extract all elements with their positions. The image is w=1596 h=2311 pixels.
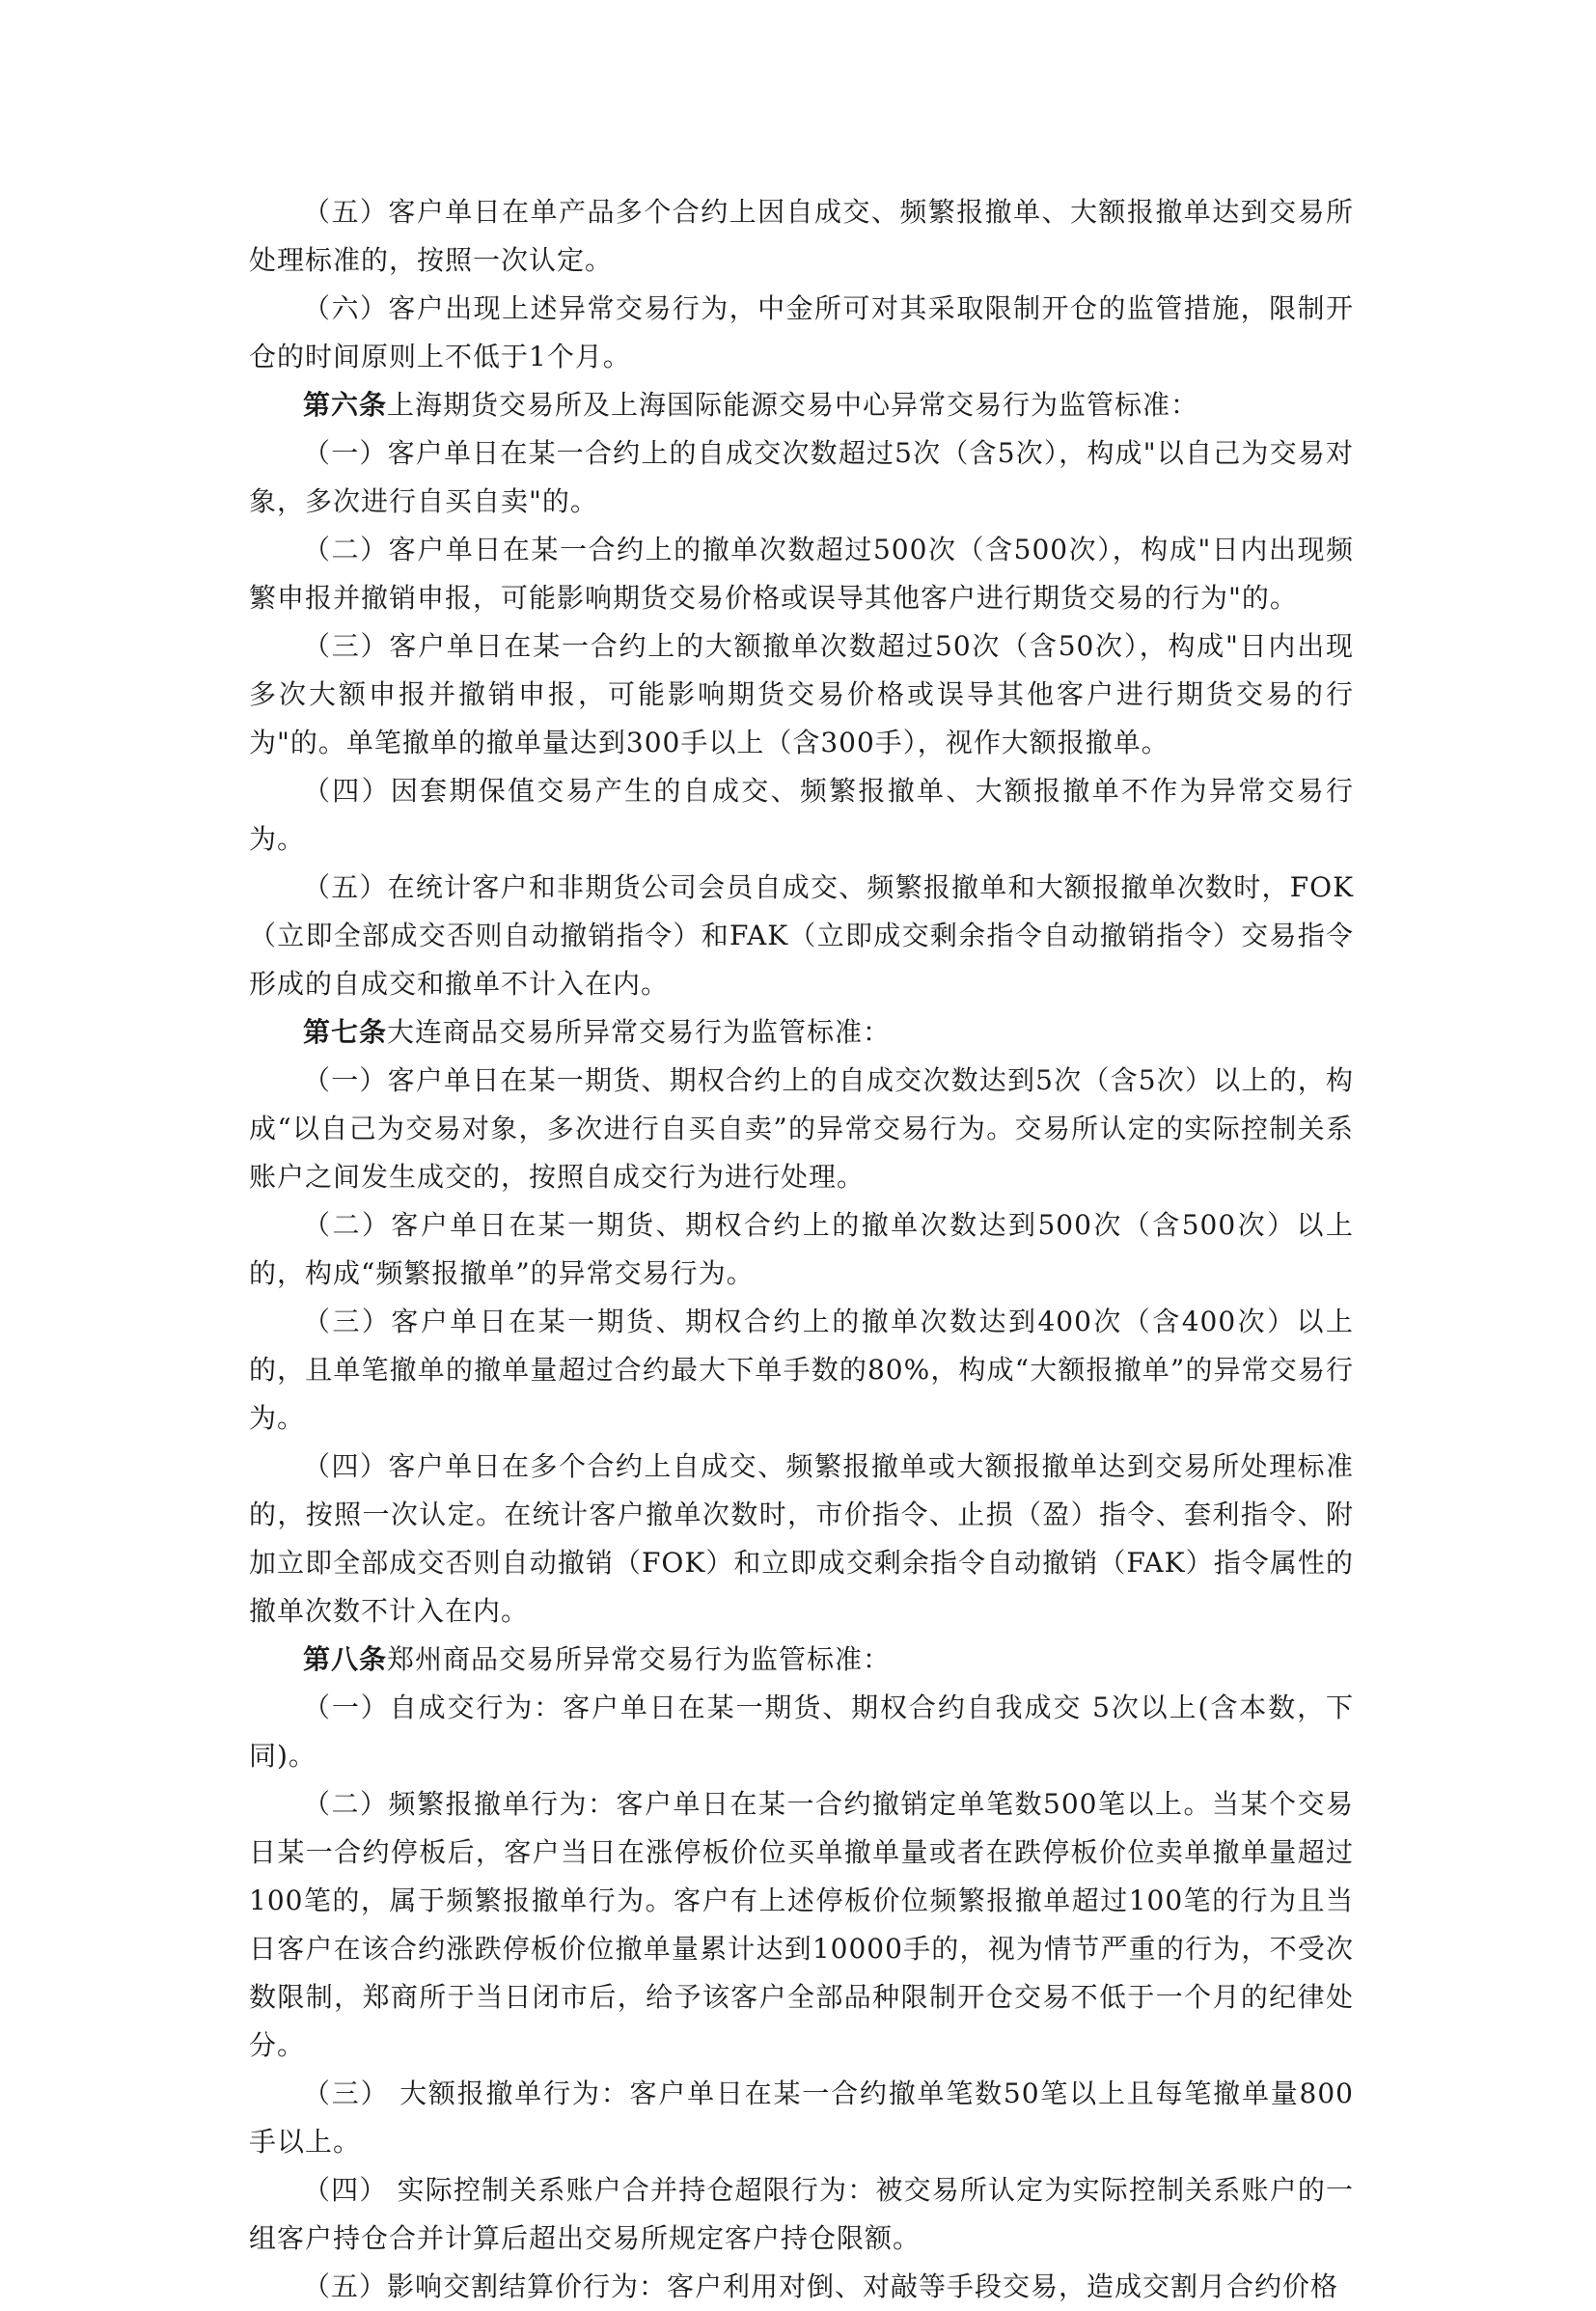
paragraph-text: （四） 实际控制关系账户合并持仓超限行为：被交易所认定为实际控制关系账户的一组客户持仓合并计算后超出交易所规定客户持仓限额。 xyxy=(249,2174,1354,2254)
paragraph-text: 上海期货交易所及上海国际能源交易中心异常交易行为监管标准： xyxy=(387,389,1199,421)
paragraph xyxy=(249,1201,1354,1298)
paragraph-text: （三） 大额报撤单行为：客户单日在某一合约撤单笔数50笔以上且每笔撤单量800手以上。 xyxy=(249,2077,1354,2158)
article-heading: 第八条 xyxy=(303,1643,388,1675)
document-body xyxy=(249,188,1354,2311)
paragraph-text: 大连商品交易所异常交易行为监管标准： xyxy=(387,1016,892,1048)
paragraph-text: （五）客户单日在单产品多个合约上因自成交、频繁报撤单、大额报撤单达到交易所处理标准的，按照一次认定。 xyxy=(249,196,1354,276)
paragraph xyxy=(249,767,1354,864)
paragraph xyxy=(249,622,1354,767)
paragraph-text: （三）客户单日在某一合约上的大额撤单次数超过50次（含50次），构成"日内出现多次大额申报并撤销申报，可能影响期货交易价格或误导其他客户进行期货交易的行为"的。单笔撤单的撤单量达到300手以上（含300手），视作大额报撤单。 xyxy=(249,630,1354,758)
paragraph-text: （四）客户单日在多个合约上自成交、频繁报撤单或大额报撤单达到交易所处理标准的，按照一次认定。在统计客户撤单次数时，市价指令、止损（盈）指令、套利指令、附加立即全部成交否则自动撤销（FOK）和立即成交剩余指令自动撤销（FAK）指令属性的撤单次数不计入在内。 xyxy=(249,1450,1354,1627)
paragraph xyxy=(249,864,1354,1008)
paragraph-text: （二）客户单日在某一期货、期权合约上的撤单次数达到500次（含500次）以上的，构成“频繁报撤单”的异常交易行为。 xyxy=(249,1209,1354,1289)
paragraph xyxy=(249,429,1354,526)
paragraph xyxy=(249,1684,1354,1780)
paragraph xyxy=(249,1008,1354,1057)
paragraph xyxy=(249,1057,1354,1201)
paragraph xyxy=(249,526,1354,622)
paragraph xyxy=(249,1780,1354,2070)
paragraph-text: （二）客户单日在某一合约上的撤单次数超过500次（含500次），构成"日内出现频繁申报并撤销申报，可能影响期货交易价格或误导其他客户进行期货交易的行为"的。 xyxy=(249,534,1354,614)
paragraph-text: （五）在统计客户和非期货公司会员自成交、频繁报撤单和大额报撤单次数时，FOK（立即全部成交否则自动撤销指令）和FAK（立即成交剩余指令自动撤销指令）交易指令形成的自成交和撤单不计入在内。 xyxy=(249,871,1354,1000)
paragraph xyxy=(249,1298,1354,1443)
paragraph xyxy=(249,2070,1354,2166)
paragraph-text: （一）客户单日在某一期货、期权合约上的自成交次数达到5次（含5次）以上的，构成“以自己为交易对象，多次进行自买自卖”的异常交易行为。交易所认定的实际控制关系账户之间发生成交的，按照自成交行为进行处理。 xyxy=(249,1064,1354,1193)
paragraph xyxy=(249,381,1354,429)
paragraph-text: （五）影响交割结算价行为：客户利用对倒、对敲等手段交易，造成交割月合约价格 xyxy=(303,2270,1339,2302)
paragraph xyxy=(249,1636,1354,1684)
article-heading: 第七条 xyxy=(303,1016,388,1048)
paragraph-text: （三）客户单日在某一期货、期权合约上的撤单次数达到400次（含400次）以上的，且单笔撤单的撤单量超过合约最大下单手数的80%，构成“大额报撤单”的异常交易行为。 xyxy=(249,1306,1354,1434)
paragraph-text: （二）频繁报撤单行为：客户单日在某一合约撤销定单笔数500笔以上。当某个交易日某一合约停板后，客户当日在涨停板价位买单撤单量或者在跌停板价位卖单撤单量超过100笔的，属于频繁报撤单行为。客户有上述停板价位频繁报撤单超过100笔的行为且当日客户在该合约涨跌停板价位撤单量累计达到10000手的，视为情节严重的行为，不受次数限制，郑商所于当日闭市后，给予该客户全部品种限制开仓交易不低于一个月的纪律处分。 xyxy=(249,1788,1354,2061)
paragraph-text: 郑州商品交易所异常交易行为监管标准： xyxy=(387,1643,892,1675)
paragraph-text: （六）客户出现上述异常交易行为，中金所可对其采取限制开仓的监管措施，限制开仓的时间原则上不低于1个月。 xyxy=(249,292,1354,372)
paragraph xyxy=(249,1443,1354,1636)
paragraph xyxy=(249,2166,1354,2263)
paragraph xyxy=(249,188,1354,285)
paragraph xyxy=(249,2263,1354,2311)
paragraph xyxy=(249,285,1354,381)
paragraph-text: （四）因套期保值交易产生的自成交、频繁报撤单、大额报撤单不作为异常交易行为。 xyxy=(249,775,1354,855)
paragraph-text: （一）自成交行为：客户单日在某一期货、期权合约自我成交 5次以上(含本数，下同)。 xyxy=(249,1692,1354,1772)
article-heading: 第六条 xyxy=(303,389,388,421)
paragraph-text: （一）客户单日在某一合约上的自成交次数超过5次（含5次），构成"以自己为交易对象，多次进行自买自卖"的。 xyxy=(249,437,1354,517)
